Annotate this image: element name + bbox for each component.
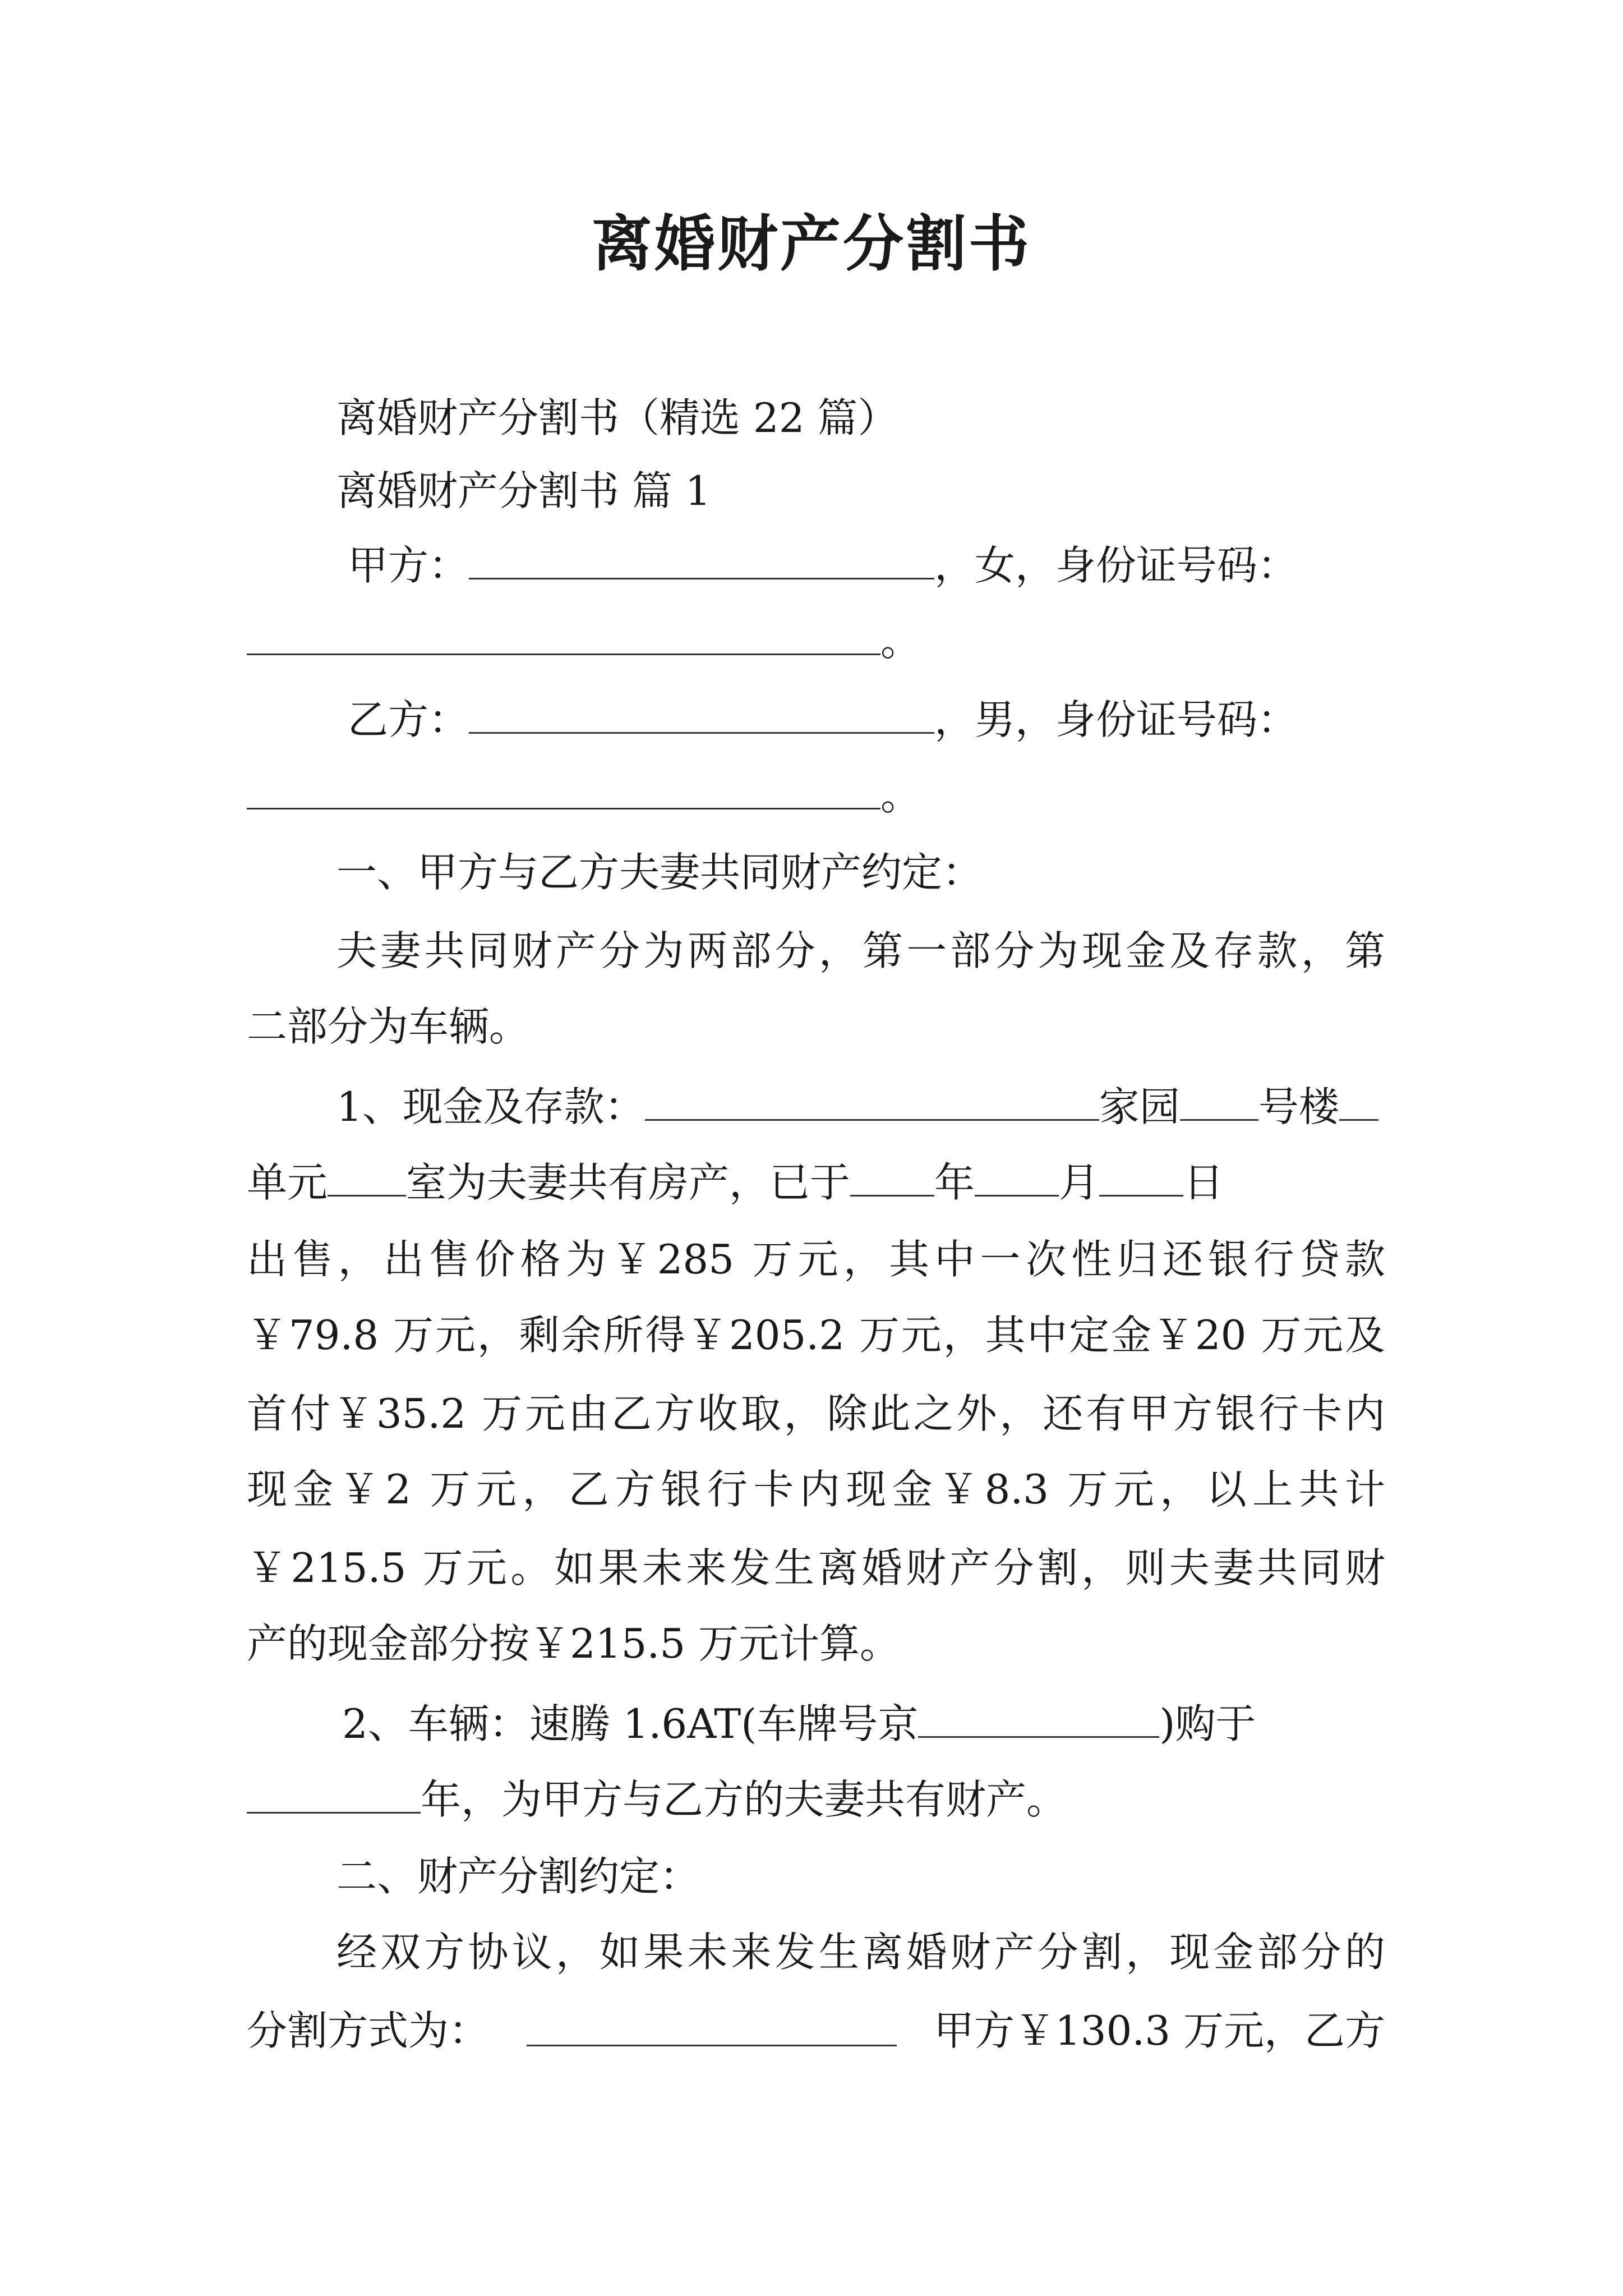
unit-blank-start[interactable] <box>1339 1074 1378 1121</box>
paragraph-line: 经双方协议，如果未来发生离婚财产分割，现金部分的 <box>336 1929 1385 1976</box>
subtitle-selected: 离婚财产分割书（精选 22 篇） <box>336 394 898 441</box>
cash-deposit-row <box>336 1074 1378 1138</box>
paragraph-line: 出售，出售价格为￥285 万元，其中一次性归还银行贷款 <box>247 1236 1385 1283</box>
party-a-id-blank[interactable] <box>247 609 880 655</box>
vehicle-label: 2、车辆：速腾 1.6AT(车牌号京 <box>342 1700 919 1747</box>
month-label: 月 <box>1059 1159 1100 1206</box>
vehicle-year-blank[interactable] <box>247 1767 421 1814</box>
division-row <box>247 2000 1385 2062</box>
vehicle-purchase-label: )购于 <box>1159 1700 1256 1747</box>
party-b-row <box>348 687 1298 751</box>
party-a-id-label: ，女，身份证号码： <box>934 542 1298 589</box>
document-title: 离婚财产分割书 <box>591 209 1031 279</box>
unit-label: 单元 <box>247 1159 328 1206</box>
party-b-id-blank[interactable] <box>247 763 880 809</box>
party-b-id-end: 。 <box>880 772 921 819</box>
room-label: 室为夫妻共有房产，已于 <box>406 1159 851 1206</box>
month-blank[interactable] <box>975 1150 1059 1197</box>
division-amount: 甲方￥130.3 万元，乙方 <box>933 2007 1385 2054</box>
division-blank[interactable] <box>527 2000 897 2046</box>
party-b-id-label: ，男，身份证号码： <box>934 696 1298 743</box>
plate-blank[interactable] <box>918 1691 1159 1738</box>
paragraph-line: 现金￥2 万元，乙方银行卡内现金￥8.3 万元，以上共计 <box>247 1466 1385 1513</box>
building-label: 号楼 <box>1258 1083 1339 1130</box>
year-label: 年 <box>934 1159 975 1206</box>
paragraph-line: ￥79.8 万元，剩余所得￥205.2 万元，其中定金￥20 万元及 <box>247 1312 1385 1359</box>
vehicle-row <box>342 1691 1256 1755</box>
room-blank[interactable] <box>328 1150 406 1197</box>
party-a-row <box>348 533 1298 596</box>
article-heading: 离婚财产分割书 篇 1 <box>336 467 711 514</box>
party-b-label: 乙方： <box>348 696 469 743</box>
community-label: 家园 <box>1099 1083 1180 1130</box>
vehicle-year-row <box>247 1767 1067 1830</box>
year-blank[interactable] <box>850 1150 934 1197</box>
party-a-id-row <box>247 609 921 672</box>
division-label: 分割方式为： <box>247 2007 490 2054</box>
paragraph-line: 二部分为车辆。 <box>247 1003 530 1050</box>
paragraph-line: 产的现金部分按￥215.5 万元计算。 <box>247 1620 901 1667</box>
address-row <box>247 1150 1224 1213</box>
party-b-id-row <box>247 763 921 826</box>
cash-deposit-label: 1、现金及存款： <box>336 1083 645 1130</box>
party-a-id-end: 。 <box>880 618 921 665</box>
vehicle-year-label: 年，为甲方与乙方的夫妻共有财产。 <box>421 1776 1067 1823</box>
party-a-label: 甲方： <box>348 542 469 589</box>
community-blank[interactable] <box>645 1074 1099 1121</box>
building-blank[interactable] <box>1180 1074 1258 1121</box>
section-one-heading: 一、甲方与乙方夫妻共同财产约定： <box>336 849 983 896</box>
paragraph-line: ￥215.5 万元。如果未来发生离婚财产分割，则夫妻共同财 <box>247 1544 1385 1591</box>
party-b-name-blank[interactable] <box>469 687 934 734</box>
section-two-heading: 二、财产分割约定： <box>336 1853 700 1900</box>
day-blank[interactable] <box>1099 1150 1183 1197</box>
day-label: 日 <box>1183 1159 1224 1206</box>
party-a-name-blank[interactable] <box>469 533 934 579</box>
paragraph-line: 首付￥35.2 万元由乙方收取，除此之外，还有甲方银行卡内 <box>247 1390 1385 1437</box>
paragraph-line: 夫妻共同财产分为两部分，第一部分为现金及存款，第 <box>336 927 1385 974</box>
